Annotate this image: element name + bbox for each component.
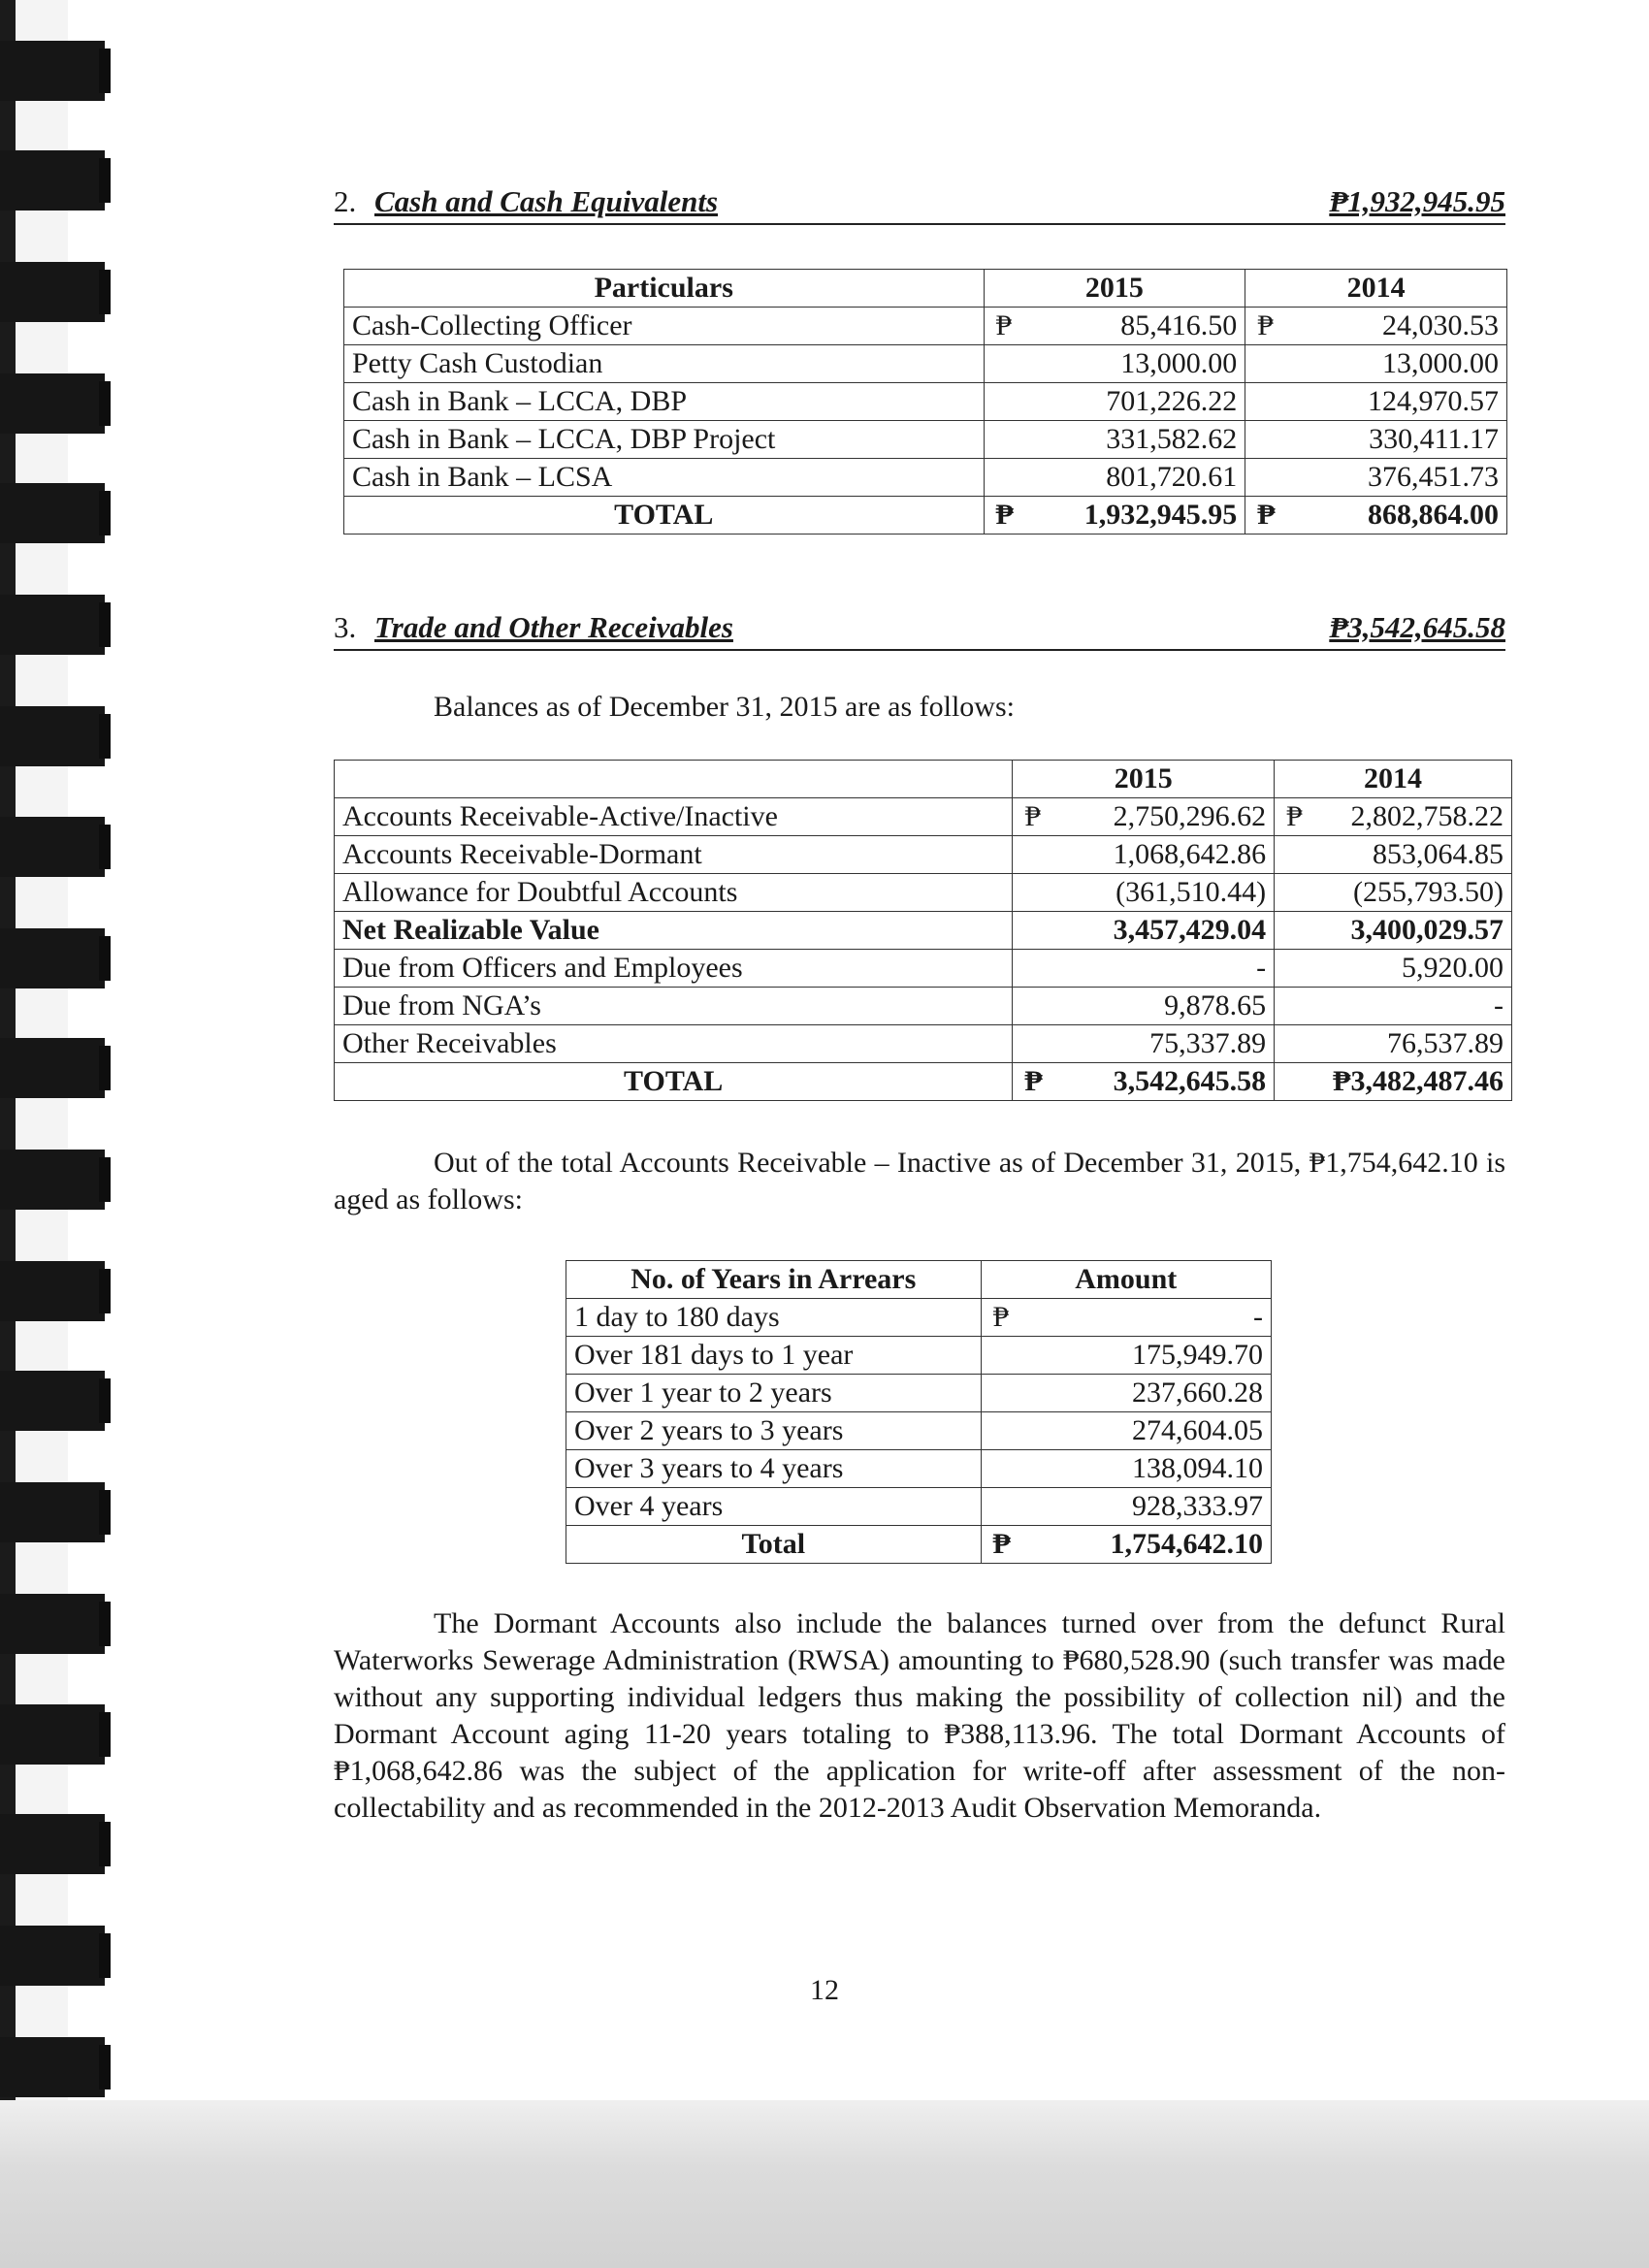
row-label: Over 181 days to 1 year [566,1337,982,1375]
value-2015: 75,337.89 [1013,1025,1275,1063]
value-2014: 13,000.00 [1245,345,1507,383]
table-row [566,1375,1272,1412]
aging-intro: Out of the total Accounts Receivable – Inactive as of December 31, 2015, ₱1,754,642.10 is aged as follows: [334,1147,1505,1215]
section-number: 2. [334,184,357,218]
amount-cell: ₱ - [981,1299,1271,1337]
binding-ring [0,1704,105,1765]
peso-sign: ₱ [1257,499,1276,531]
row-label: Cash in Bank – LCSA [344,459,985,497]
table-row [335,988,1512,1025]
row-label: Net Realizable Value [335,912,1013,950]
row-label: Over 1 year to 2 years [566,1375,982,1412]
value-2014: ₱ 2,802,758.22 [1275,798,1512,836]
value-2014: 330,411.17 [1245,421,1507,459]
table-row [566,1488,1272,1526]
value-2014: (255,793.50) [1275,874,1512,912]
table-row [335,836,1512,874]
total-amount: ₱ 1,754,642.10 [981,1526,1271,1564]
binding-ring [0,817,105,877]
row-label: Over 3 years to 4 years [566,1450,982,1488]
table-row [335,912,1512,950]
page-number: 12 [810,1974,839,2006]
value-2014: 124,970.57 [1245,383,1507,421]
table-header-row [344,270,1507,308]
spiral-binding [0,0,68,2268]
table-row [566,1337,1272,1375]
value-2015: 801,720.61 [984,459,1245,497]
table-header-row [335,761,1512,798]
amount-cell: 237,660.28 [981,1375,1271,1412]
binding-ring [0,483,105,543]
binding-ring [0,2037,105,2097]
total-label: TOTAL [344,497,985,535]
total-2015: ₱ 3,542,645.58 [1013,1063,1275,1101]
binding-ring [0,1150,105,1210]
total-2014: ₱ 868,864.00 [1245,497,1507,535]
table-row [344,308,1507,345]
column-header: 2014 [1245,270,1507,308]
value-2015: (361,510.44) [1013,874,1275,912]
total-row [566,1526,1272,1564]
row-label: Accounts Receivable-Dormant [335,836,1013,874]
peso-sign: ₱ [1024,800,1042,832]
row-label: Allowance for Doubtful Accounts [335,874,1013,912]
binding-ring [0,41,105,101]
value-2014: 3,400,029.57 [1275,912,1512,950]
row-label: Accounts Receivable-Active/Inactive [335,798,1013,836]
table-row [566,1450,1272,1488]
peso-sign: ₱ [1286,800,1303,832]
row-label: Cash in Bank – LCCA, DBP [344,383,985,421]
value-2015: ₱ 2,750,296.62 [1013,798,1275,836]
binding-ring [0,928,105,988]
total-label: Total [566,1526,982,1564]
table-row [566,1299,1272,1337]
balances-intro: Balances as of December 31, 2015 are as follows: [434,691,1015,723]
value-2014: 853,064.85 [1275,836,1512,874]
table-header-row [566,1261,1272,1299]
row-label: Cash in Bank – LCCA, DBP Project [344,421,985,459]
value-2015: 331,582.62 [984,421,1245,459]
section-amount: ₱1,932,945.95 [1329,184,1505,218]
amount-cell: 274,604.05 [981,1412,1271,1450]
column-header: 2014 [1275,761,1512,798]
section-amount: ₱3,542,645.58 [1329,610,1505,644]
cash-table [343,269,1507,535]
value-2015: 1,068,642.86 [1013,836,1275,874]
peso-sign: ₱ [995,499,1014,531]
row-label: 1 day to 180 days [566,1299,982,1337]
aging-table [566,1260,1272,1564]
value-2015: 9,878.65 [1013,988,1275,1025]
peso-sign: ₱ [1257,309,1274,341]
table-row [335,874,1512,912]
column-header: Particulars [344,270,985,308]
table-row [335,798,1512,836]
column-header: 2015 [984,270,1245,308]
section-3-heading [334,606,1505,651]
total-2015: ₱ 1,932,945.95 [984,497,1245,535]
table-row [335,1025,1512,1063]
section-2-heading [334,180,1505,225]
peso-sign: ₱ [992,1301,1010,1333]
row-label: Due from NGA’s [335,988,1013,1025]
value-2015: ₱ 85,416.50 [984,308,1245,345]
column-header: No. of Years in Arrears [566,1261,982,1299]
table-row [335,950,1512,988]
column-header: Amount [981,1261,1271,1299]
value-2014: - [1275,988,1512,1025]
row-label: Over 4 years [566,1488,982,1526]
value-2014: 5,920.00 [1275,950,1512,988]
dormant-accounts-paragraph: The Dormant Accounts also include the balances turned over from the defunct Rural Waterworks Sewerage Administration (RWSA) amounting to ₱680,528.90 (such transfer was made without any supporting individual ledgers thus making the possibility of collection nil) and the Dormant Account aging 11-20 years totaling to ₱388,113.96. The total Dormant Accounts of ₱1,068,642.86 was the subject of the application for write-off after assessment of the non-collectability and as recommended in the 2012-2013 Audit Observation Memoranda. [334,1607,1505,1824]
binding-ring [0,373,105,434]
total-label: TOTAL [335,1063,1013,1101]
value-2015: 3,457,429.04 [1013,912,1275,950]
binding-ring [0,1261,105,1321]
binding-ring [0,1814,105,1874]
row-label: Over 2 years to 3 years [566,1412,982,1450]
table-row [344,421,1507,459]
amount-cell: 138,094.10 [981,1450,1271,1488]
binding-ring [0,262,105,322]
row-label: Cash-Collecting Officer [344,308,985,345]
section-number: 3. [334,610,357,644]
receivables-table [334,760,1512,1101]
section-title: Trade and Other Receivables [374,610,733,644]
binding-ring [0,595,105,655]
binding-ring [0,1482,105,1542]
peso-sign: ₱ [1024,1065,1043,1097]
binding-ring [0,1371,105,1431]
value-2015: 13,000.00 [984,345,1245,383]
value-2014: 376,451.73 [1245,459,1507,497]
value-2015: - [1013,950,1275,988]
binding-ring [0,706,105,766]
total-2014: ₱3,482,487.46 [1275,1063,1512,1101]
value-2014: 76,537.89 [1275,1025,1512,1063]
value-2015: 701,226.22 [984,383,1245,421]
table-row [344,459,1507,497]
binding-ring [0,150,105,211]
row-label: Other Receivables [335,1025,1013,1063]
amount-cell: 175,949.70 [981,1337,1271,1375]
column-header: 2015 [1013,761,1275,798]
table-row [344,383,1507,421]
value-2014: ₱ 24,030.53 [1245,308,1507,345]
peso-sign: ₱ [995,309,1013,341]
column-header [335,761,1013,798]
total-row [335,1063,1512,1101]
amount-cell: 928,333.97 [981,1488,1271,1526]
total-row [344,497,1507,535]
table-row [344,345,1507,383]
binding-ring [0,1038,105,1098]
binding-ring [0,1594,105,1654]
peso-sign: ₱ [992,1528,1011,1560]
page-bottom-shadow [0,2100,1649,2268]
row-label: Due from Officers and Employees [335,950,1013,988]
section-title: Cash and Cash Equivalents [374,184,719,218]
table-row [566,1412,1272,1450]
row-label: Petty Cash Custodian [344,345,985,383]
